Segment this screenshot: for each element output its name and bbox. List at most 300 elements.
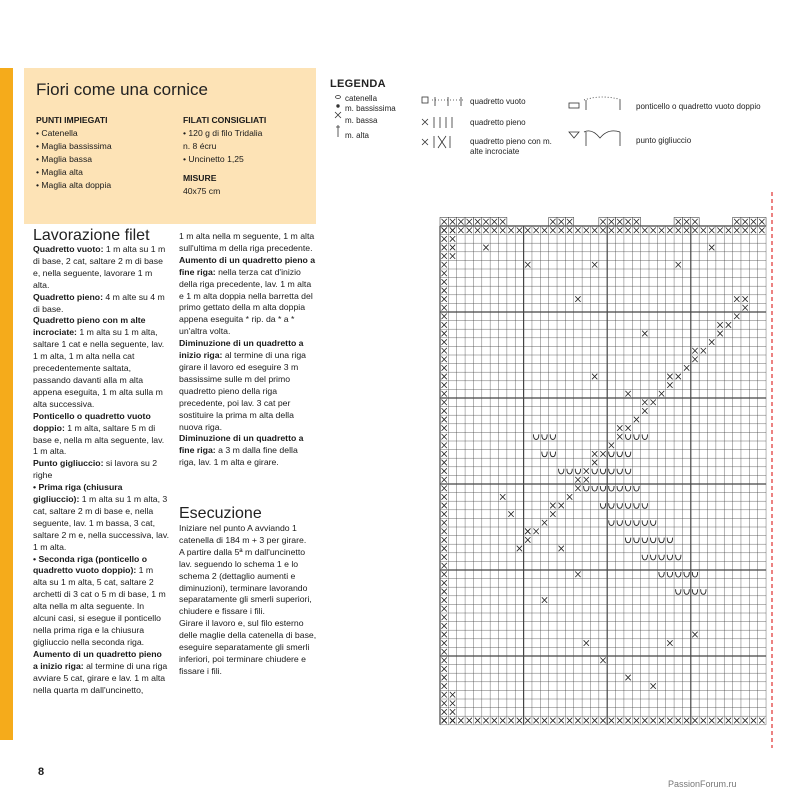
scallop-cell xyxy=(616,217,624,226)
filled-square xyxy=(525,262,530,268)
filled-square xyxy=(442,400,447,406)
instruction-text: a 3 m dalla fine della riga, lav. 1 m alta e girare. xyxy=(179,445,298,468)
filled-square xyxy=(659,228,664,234)
filled-square xyxy=(450,692,455,698)
filled-square xyxy=(508,228,513,234)
filled-square xyxy=(525,228,530,234)
filled-square xyxy=(567,228,572,234)
scallop-cell xyxy=(733,217,741,226)
scallop-cell xyxy=(549,217,557,226)
filled-square xyxy=(609,443,614,449)
filled-square xyxy=(651,718,656,724)
filled-square xyxy=(717,322,722,328)
filled-square xyxy=(584,477,589,483)
gigliuccio-stitch xyxy=(642,503,647,508)
gigliuccio-stitch xyxy=(592,486,597,491)
filled-square xyxy=(442,658,447,664)
filled-square xyxy=(442,718,447,724)
gigliuccio-stitch xyxy=(617,452,622,457)
gigliuccio-stitch xyxy=(625,452,630,457)
filled-square xyxy=(442,675,447,681)
filled-square xyxy=(559,228,564,234)
filled-square xyxy=(584,468,589,474)
filled-square xyxy=(442,451,447,457)
filled-square xyxy=(500,228,505,234)
filled-square xyxy=(684,228,689,234)
scallop-cell xyxy=(473,217,481,226)
filled-square xyxy=(701,228,706,234)
gigliuccio-stitch xyxy=(676,572,681,577)
filled-square xyxy=(742,296,747,302)
filled-square xyxy=(450,236,455,242)
filled-square xyxy=(575,228,580,234)
gigliuccio-stitch xyxy=(659,555,664,560)
gigliuccio-stitch xyxy=(617,503,622,508)
scallop-cell xyxy=(499,217,507,226)
gigliuccio-stitch xyxy=(642,434,647,439)
scallop-cell xyxy=(440,217,448,226)
stitch-item: • Maglia bassissima xyxy=(36,141,112,151)
filled-square xyxy=(533,529,538,535)
instruction-term: • Prima riga (chiusura gigliuccio): xyxy=(33,482,123,505)
instruction-text: 1 m alta su 1 m alta, 5 cat, saltare 2 archetti di 3 cat o 5 m di base, 1 m alta nella m alta seguente. In alcuni casi, si esegue il ponticello nella prima riga e la chiusura gigliuccio nella seconda riga. xyxy=(33,565,166,647)
filled-square xyxy=(592,228,597,234)
filled-square xyxy=(442,348,447,354)
filled-square xyxy=(567,494,572,500)
filled-square xyxy=(592,451,597,457)
filled-square xyxy=(442,236,447,242)
filled-square xyxy=(600,718,605,724)
gigliuccio-stitch xyxy=(625,486,630,491)
gigliuccio-stitch xyxy=(600,486,605,491)
filled-square xyxy=(734,718,739,724)
gigliuccio-stitch xyxy=(625,538,630,543)
filled-square xyxy=(475,228,480,234)
filled-square xyxy=(533,228,538,234)
yarn-title: FILATI CONSIGLIATI xyxy=(183,115,267,125)
filled-square xyxy=(667,382,672,388)
gigliuccio-stitch xyxy=(625,520,630,525)
filled-square xyxy=(550,503,555,509)
filled-square xyxy=(550,511,555,517)
filled-square xyxy=(592,718,597,724)
filled-square xyxy=(442,443,447,449)
instruction-term: Diminuzione di un quadretto a fine riga: xyxy=(179,433,304,456)
scallop-cell xyxy=(749,217,757,226)
filled-square xyxy=(483,718,488,724)
instruction-term: Punto gigliuccio: xyxy=(33,458,104,469)
filled-square xyxy=(709,245,714,251)
instruction-text: 1 m alta, saltare 5 m di base e, nella m alta seguente, lav. 1 m alta. xyxy=(33,422,165,457)
filled-square xyxy=(692,228,697,234)
scallop-cell xyxy=(624,217,632,226)
filled-square xyxy=(642,331,647,337)
gigliuccio-stitch xyxy=(634,538,639,543)
legend-gigliuccio: punto gigliuccio xyxy=(636,136,692,145)
filled-square xyxy=(442,649,447,655)
filled-square xyxy=(442,494,447,500)
gigliuccio-stitch xyxy=(684,572,689,577)
filled-square xyxy=(442,296,447,302)
filled-square xyxy=(609,718,614,724)
gigliuccio-stitch xyxy=(609,486,614,491)
filled-square xyxy=(734,228,739,234)
filled-square xyxy=(625,391,630,397)
filled-square xyxy=(734,296,739,302)
gigliuccio-stitch xyxy=(567,469,572,474)
gigliuccio-stitch xyxy=(600,503,605,508)
filled-square xyxy=(625,228,630,234)
filled-square xyxy=(442,666,447,672)
filled-square xyxy=(442,434,447,440)
gigliuccio-stitch xyxy=(609,503,614,508)
filled-square xyxy=(692,632,697,638)
gigliuccio-stitch xyxy=(667,555,672,560)
filled-square xyxy=(659,391,664,397)
instruction-text: 1 m alta su 1 m alta, 3 cat, saltare 2 m di base e, nella seguente, lav. 1 m bassa, 3 cat, saltare 2 m e, nella successiva, lav. 1 m alta. xyxy=(33,494,170,552)
filled-square xyxy=(617,425,622,431)
filled-square xyxy=(442,468,447,474)
filled-square xyxy=(458,718,463,724)
gigliuccio-stitch xyxy=(575,469,580,474)
filled-square xyxy=(625,675,630,681)
scallop-cell xyxy=(448,217,456,226)
filled-square xyxy=(609,228,614,234)
filled-square xyxy=(442,701,447,707)
gigliuccio-stitch xyxy=(642,555,647,560)
filled-square xyxy=(500,718,505,724)
gigliuccio-stitch xyxy=(550,434,555,439)
scallop-cell xyxy=(607,217,615,226)
filled-square xyxy=(751,228,756,234)
filled-square xyxy=(550,718,555,724)
filled-square xyxy=(442,486,447,492)
yarn-item: • Uncinetto 1,25 xyxy=(183,154,244,164)
gigliuccio-stitch xyxy=(676,589,681,594)
gigliuccio-stitch xyxy=(634,486,639,491)
filled-square xyxy=(676,374,681,380)
instruction-term: Aumento di un quadretto pieno a fine riga: xyxy=(179,254,316,277)
filled-square xyxy=(450,228,455,234)
filled-square xyxy=(667,374,672,380)
filled-square xyxy=(525,529,530,535)
stitch-item: • Catenella xyxy=(36,128,78,138)
instruction-text: al termine di una riga girare il lavoro ed eseguire 3 m bassissime sulle m del primo quadretto pieno della riga precedente, poi lav. 3 cat per sostituire la prima m alta della nuova riga. xyxy=(179,350,306,432)
scallop-cell xyxy=(565,217,573,226)
filled-square xyxy=(625,718,630,724)
filled-square xyxy=(651,400,656,406)
filled-square xyxy=(709,718,714,724)
filled-square xyxy=(500,494,505,500)
filled-square xyxy=(592,460,597,466)
filled-square xyxy=(442,228,447,234)
legend-ponticello: ponticello o quadretto vuoto doppio xyxy=(636,102,761,111)
filled-square xyxy=(684,365,689,371)
stitch-item: • Maglia bassa xyxy=(36,154,93,164)
filled-square xyxy=(759,718,764,724)
filled-square xyxy=(584,228,589,234)
filled-square xyxy=(483,228,488,234)
filled-square xyxy=(442,408,447,414)
filled-square xyxy=(442,357,447,363)
gigliuccio-stitch xyxy=(692,572,697,577)
instruction-term: Quadretto vuoto: xyxy=(33,244,104,254)
scallop-cell xyxy=(758,217,766,226)
legend-bassa: m. bassa xyxy=(345,116,378,125)
legend-pieno: quadretto pieno xyxy=(470,118,526,127)
gigliuccio-stitch xyxy=(692,589,697,594)
gigliuccio-stitch xyxy=(584,486,589,491)
scallop-cell xyxy=(490,217,498,226)
filled-square xyxy=(442,537,447,543)
esecuzione-para: A partire dalla 5ª m dall'uncinetto lav. seguendo lo schema 1 e lo schema 2 (dettaglio aumenti e diminuzioni), terminare lavorando separatamente gli smerli superiori, chiudere e fissare i fili. xyxy=(179,546,312,617)
filled-square xyxy=(525,537,530,543)
filled-square xyxy=(742,228,747,234)
scallop-cell xyxy=(482,217,490,226)
filled-square xyxy=(442,382,447,388)
filled-square xyxy=(442,425,447,431)
filled-square xyxy=(442,253,447,259)
gigliuccio-stitch xyxy=(651,538,656,543)
gigliuccio-stitch xyxy=(701,589,706,594)
filled-square xyxy=(600,658,605,664)
gigliuccio-stitch xyxy=(676,555,681,560)
filled-square xyxy=(559,546,564,552)
scallop-cell xyxy=(599,217,607,226)
filled-square xyxy=(701,718,706,724)
gigliuccio-stitch xyxy=(625,469,630,474)
stitch-item: • Maglia alta xyxy=(36,167,83,177)
legend-alta: m. alta xyxy=(345,131,370,140)
filled-square xyxy=(442,520,447,526)
gigliuccio-stitch xyxy=(667,572,672,577)
scallop-cell xyxy=(457,217,465,226)
filled-square xyxy=(726,718,731,724)
filled-square xyxy=(584,718,589,724)
filled-square xyxy=(442,572,447,578)
esecuzione-heading: Esecuzione xyxy=(179,505,262,522)
filled-square xyxy=(508,511,513,517)
legend-bassissima: m. bassissima xyxy=(345,104,396,113)
filled-square xyxy=(701,348,706,354)
filled-square xyxy=(726,228,731,234)
gigliuccio-stitch xyxy=(634,503,639,508)
filled-square xyxy=(442,331,447,337)
instruction-text: 1 m alta su 1 m alta, saltare 1 cat e nella seguente, lav. 1 m alta, 1 m alta nella cat precedentemente saltata, passando davanti alla m alta appena eseguita, 1 m alta sulla m alta successiva. xyxy=(33,327,165,409)
filled-square xyxy=(667,640,672,646)
pattern-title: Fiori come una cornice xyxy=(36,80,208,99)
filled-square xyxy=(717,718,722,724)
filled-square xyxy=(592,374,597,380)
instruction-term: Ponticello o quadretto vuoto doppio: xyxy=(33,410,151,433)
instruction-term: • Seconda riga (ponticello o quadretto vuoto doppio): xyxy=(33,553,148,576)
legend-vuoto: quadretto vuoto xyxy=(470,97,526,106)
filled-square xyxy=(692,357,697,363)
gigliuccio-stitch xyxy=(617,469,622,474)
filled-square xyxy=(575,477,580,483)
instruction-term: Quadretto pieno: xyxy=(33,291,103,302)
gigliuccio-stitch xyxy=(651,520,656,525)
gigliuccio-stitch xyxy=(559,469,564,474)
filled-square xyxy=(450,709,455,715)
filled-square xyxy=(442,563,447,569)
filled-square xyxy=(442,417,447,423)
filled-square xyxy=(517,228,522,234)
filled-square xyxy=(492,228,497,234)
filled-square xyxy=(533,718,538,724)
legend-title: LEGENDA xyxy=(330,78,386,90)
instruction-term: Aumento di un quadretto pieno a inizio riga: xyxy=(33,648,162,671)
filled-square xyxy=(642,228,647,234)
filled-square xyxy=(442,339,447,345)
filled-square xyxy=(442,554,447,560)
instruction-text: 4 m alte su 4 m di base. xyxy=(33,291,165,314)
filled-square xyxy=(508,718,513,724)
instruction-text: si lavora su 2 righe xyxy=(33,458,158,481)
filled-square xyxy=(634,718,639,724)
filled-square xyxy=(542,597,547,603)
filled-square xyxy=(617,718,622,724)
footer-site: PassionForum.ru xyxy=(668,779,737,789)
filled-square xyxy=(659,718,664,724)
filled-square xyxy=(442,314,447,320)
scallop-cell xyxy=(632,217,640,226)
filled-square xyxy=(442,245,447,251)
filled-square xyxy=(442,391,447,397)
scallop-cell xyxy=(557,217,565,226)
filled-square xyxy=(642,400,647,406)
size-value: 40x75 cm xyxy=(183,186,221,196)
filled-square xyxy=(709,228,714,234)
filled-square xyxy=(442,365,447,371)
filled-square xyxy=(442,503,447,509)
filled-square xyxy=(442,305,447,311)
gigliuccio-stitch xyxy=(550,452,555,457)
filled-square xyxy=(600,228,605,234)
filled-square xyxy=(625,425,630,431)
filled-square xyxy=(651,228,656,234)
yarn-item: n. 8 écru xyxy=(183,141,217,151)
filled-square xyxy=(550,228,555,234)
gigliuccio-stitch xyxy=(592,469,597,474)
filled-square xyxy=(467,718,472,724)
filled-square xyxy=(709,339,714,345)
lavorazione-heading: Lavorazione filet xyxy=(33,227,150,244)
filled-square xyxy=(642,408,647,414)
filled-square xyxy=(567,718,572,724)
filled-square xyxy=(734,314,739,320)
filled-square xyxy=(642,718,647,724)
filled-square xyxy=(442,374,447,380)
page-number: 8 xyxy=(38,766,45,778)
filled-square xyxy=(442,529,447,535)
filled-square xyxy=(667,228,672,234)
filled-square xyxy=(442,322,447,328)
filled-square xyxy=(600,451,605,457)
yarn-item: • 120 g di filo Tridalia xyxy=(183,128,263,138)
filled-square xyxy=(676,262,681,268)
filled-square xyxy=(634,417,639,423)
filled-square xyxy=(742,718,747,724)
filled-square xyxy=(450,701,455,707)
filled-square xyxy=(517,546,522,552)
filled-square xyxy=(559,503,564,509)
gigliuccio-stitch xyxy=(542,434,547,439)
filled-square xyxy=(517,718,522,724)
gigliuccio-stitch xyxy=(609,520,614,525)
gigliuccio-stitch xyxy=(667,538,672,543)
gigliuccio-stitch xyxy=(609,469,614,474)
filled-square xyxy=(592,262,597,268)
filled-square xyxy=(692,348,697,354)
filled-square xyxy=(442,460,447,466)
filled-square xyxy=(442,262,447,268)
scallop-cell xyxy=(682,217,690,226)
filled-square xyxy=(442,709,447,715)
gigliuccio-stitch xyxy=(600,469,605,474)
chart-grid xyxy=(440,226,766,725)
filled-square xyxy=(542,520,547,526)
size-title: MISURE xyxy=(183,173,217,183)
filled-square xyxy=(442,640,447,646)
gigliuccio-stitch xyxy=(625,434,630,439)
scallop-cell xyxy=(674,217,682,226)
filled-square xyxy=(751,718,756,724)
filled-square xyxy=(525,718,530,724)
filled-square xyxy=(450,718,455,724)
filled-square xyxy=(442,271,447,277)
filled-square xyxy=(559,718,564,724)
filled-square xyxy=(542,718,547,724)
filled-square xyxy=(759,228,764,234)
filled-square xyxy=(442,511,447,517)
gigliuccio-stitch xyxy=(684,589,689,594)
filled-square xyxy=(442,279,447,285)
esecuzione-para: Girare il lavoro e, sul filo esterno delle maglie della catenella di base, eseguire separatamente gli smerli inferiori, poi terminare chiudere e fissare i fili. xyxy=(179,618,317,676)
instruction-term: Quadretto pieno con m alte incrociate: xyxy=(33,315,146,338)
gigliuccio-stitch xyxy=(617,486,622,491)
gigliuccio-stitch xyxy=(642,520,647,525)
filled-square xyxy=(467,228,472,234)
filled-square xyxy=(442,597,447,603)
instruction-text: nella terza cat d'inizio della riga precedente, lav. 1 m alta e 1 m alta doppia nella barretta del primo gettato della m alta doppia appena eseguita * rip. da * a * un'altra volta. xyxy=(179,266,313,337)
filled-square xyxy=(742,305,747,311)
filled-square xyxy=(584,640,589,646)
filled-square xyxy=(475,718,480,724)
stitches-title: PUNTI IMPIEGATI xyxy=(36,115,108,125)
filled-square xyxy=(692,718,697,724)
filled-square xyxy=(483,245,488,251)
esecuzione-para: Iniziare nel punto A avviando 1 catenella di 184 m + 3 per girare. xyxy=(179,523,307,545)
gigliuccio-stitch xyxy=(542,452,547,457)
filled-square xyxy=(442,589,447,595)
filled-square xyxy=(442,580,447,586)
filled-square xyxy=(458,228,463,234)
gigliuccio-stitch xyxy=(625,503,630,508)
gigliuccio-stitch xyxy=(651,555,656,560)
filled-square xyxy=(442,683,447,689)
gigliuccio-stitch xyxy=(617,520,622,525)
filled-square xyxy=(575,486,580,492)
filled-square xyxy=(667,718,672,724)
filled-square xyxy=(442,623,447,629)
filled-square xyxy=(575,296,580,302)
filled-square xyxy=(450,245,455,251)
filled-square xyxy=(717,331,722,337)
scallop-cell xyxy=(691,217,699,226)
filled-square xyxy=(726,322,731,328)
filled-square xyxy=(442,692,447,698)
